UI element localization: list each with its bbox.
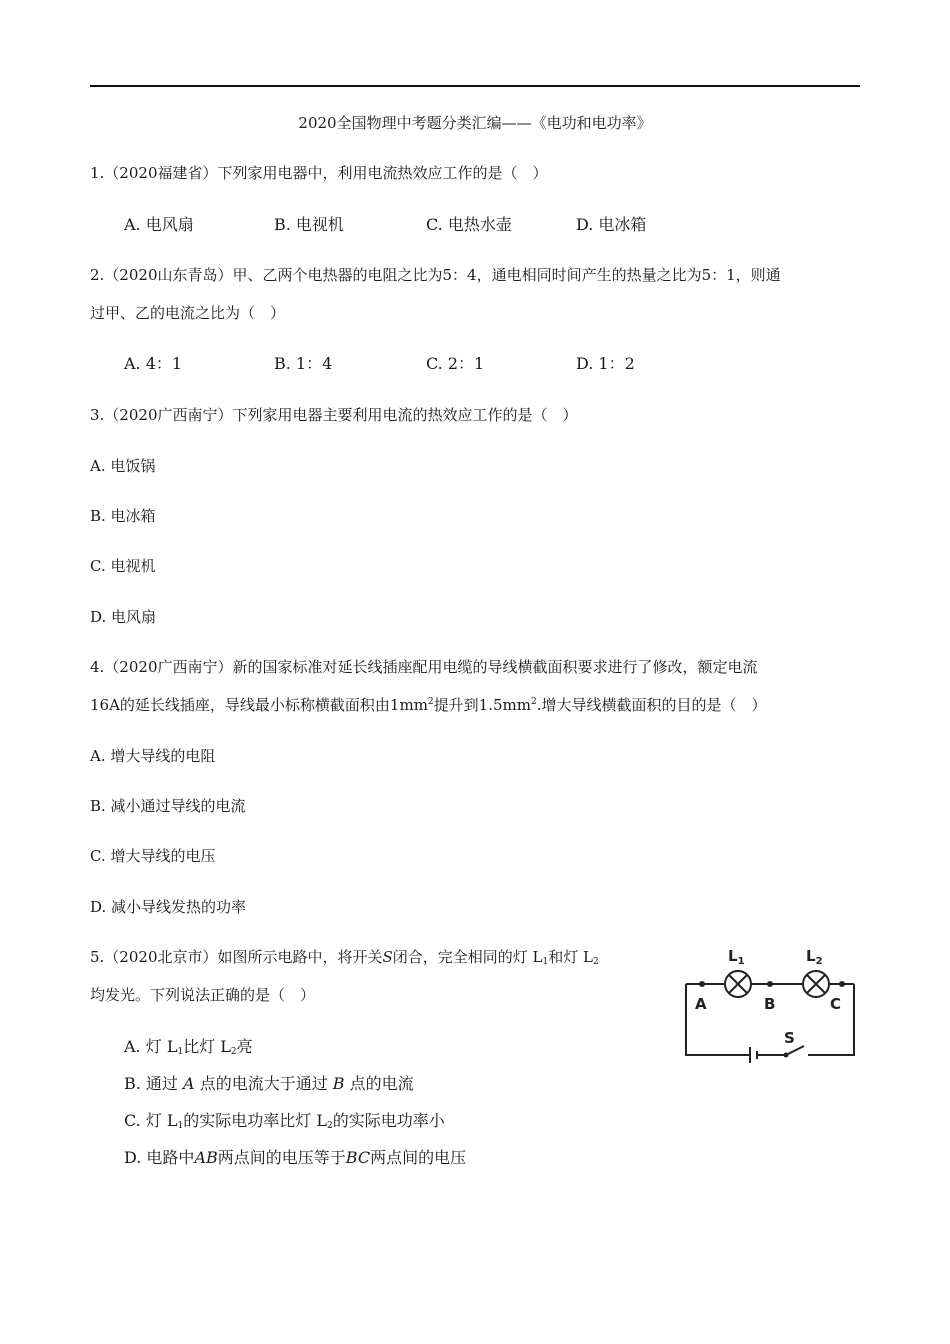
- label-l2: $L_2$: [806, 947, 823, 967]
- q5-option-b: B. 通过 A 点的电流大于通过 B 点的电流: [124, 1074, 414, 1093]
- q1-option-d: D. 电冰箱: [576, 215, 647, 234]
- q3-option-c: C. 电视机: [90, 557, 156, 575]
- q4-option-a: A. 增大导线的电阻: [90, 747, 216, 765]
- page-title: 2020全国物理中考题分类汇编——《电功和电功率》: [298, 114, 652, 132]
- q2-option-a: A. 4：1: [124, 354, 183, 373]
- q3-stem: 3.（2020广西南宁）下列家用电器主要利用电流的热效应工作的是（ ）: [90, 406, 578, 424]
- q5-option-c: C. 灯 $L_1$的实际电功率比灯 $L_2$的实际电功率小: [124, 1111, 445, 1131]
- node-a: [699, 981, 705, 987]
- lamp-l2-symbol: [803, 971, 829, 997]
- q3-option-a: A. 电饭锅: [90, 457, 156, 475]
- q5-stem-line2: 均发光。下列说法正确的是（ ）: [90, 986, 316, 1004]
- label-point-c: C: [830, 995, 842, 1013]
- node-b: [767, 981, 773, 987]
- q4-option-d: D. 减小导线发热的功率: [90, 898, 247, 916]
- q5-option-a: A. 灯 $L_1$比灯 $L_2$亮: [124, 1037, 253, 1057]
- q3-option-d: D. 电风扇: [90, 608, 157, 626]
- q4-stem-line2: 16A的延长线插座，导线最小标称横截面积由$1mm^2$提升到$1.5mm^2$.增大导线横截面积的目的是（ ）: [90, 696, 767, 714]
- header-rule: [90, 85, 860, 87]
- q2-stem-line2: 过甲、乙的电流之比为（ ）: [90, 304, 286, 322]
- q5-stem-line1: 5.（2020北京市）如图所示电路中，将开关S闭合，完全相同的灯 $L_1$和灯 $L_2$: [90, 948, 599, 967]
- q1-option-b: B. 电视机: [274, 215, 344, 234]
- q5-option-d: D. 电路中AB两点间的电压等于BC两点间的电压: [124, 1148, 467, 1167]
- switch-arm: [757, 1046, 804, 1055]
- q4-option-c: C. 增大导线的电压: [90, 847, 216, 865]
- q2-option-d: D. 1：2: [576, 354, 635, 373]
- switch-pivot: [784, 1053, 789, 1058]
- node-c: [839, 981, 845, 987]
- circuit-diagram: [680, 942, 860, 1067]
- q1-option-c: C. 电热水壶: [426, 215, 512, 234]
- label-switch: S: [784, 1029, 795, 1047]
- q3-option-b: B. 电冰箱: [90, 507, 156, 525]
- q1-option-a: A. 电风扇: [124, 215, 194, 234]
- q2-option-b: B. 1：4: [274, 354, 333, 373]
- lamp-l1-symbol: [725, 971, 751, 997]
- q1-stem: 1.（2020福建省）下列家用电器中，利用电流热效应工作的是（ ）: [90, 164, 548, 182]
- label-point-b: B: [764, 995, 776, 1013]
- label-point-a: A: [695, 995, 707, 1013]
- label-l1: $L_1$: [728, 947, 745, 967]
- q2-option-c: C. 2：1: [426, 354, 485, 373]
- q4-stem-line1: 4.（2020广西南宁）新的国家标准对延长线插座配用电缆的导线横截面积要求进行了修改，额定电流: [90, 658, 758, 676]
- q4-option-b: B. 减小通过导线的电流: [90, 797, 246, 815]
- q2-stem-line1: 2.（2020山东青岛）甲、乙两个电热器的电阻之比为5：4，通电相同时间产生的热量之比为5：1，则通: [90, 266, 781, 284]
